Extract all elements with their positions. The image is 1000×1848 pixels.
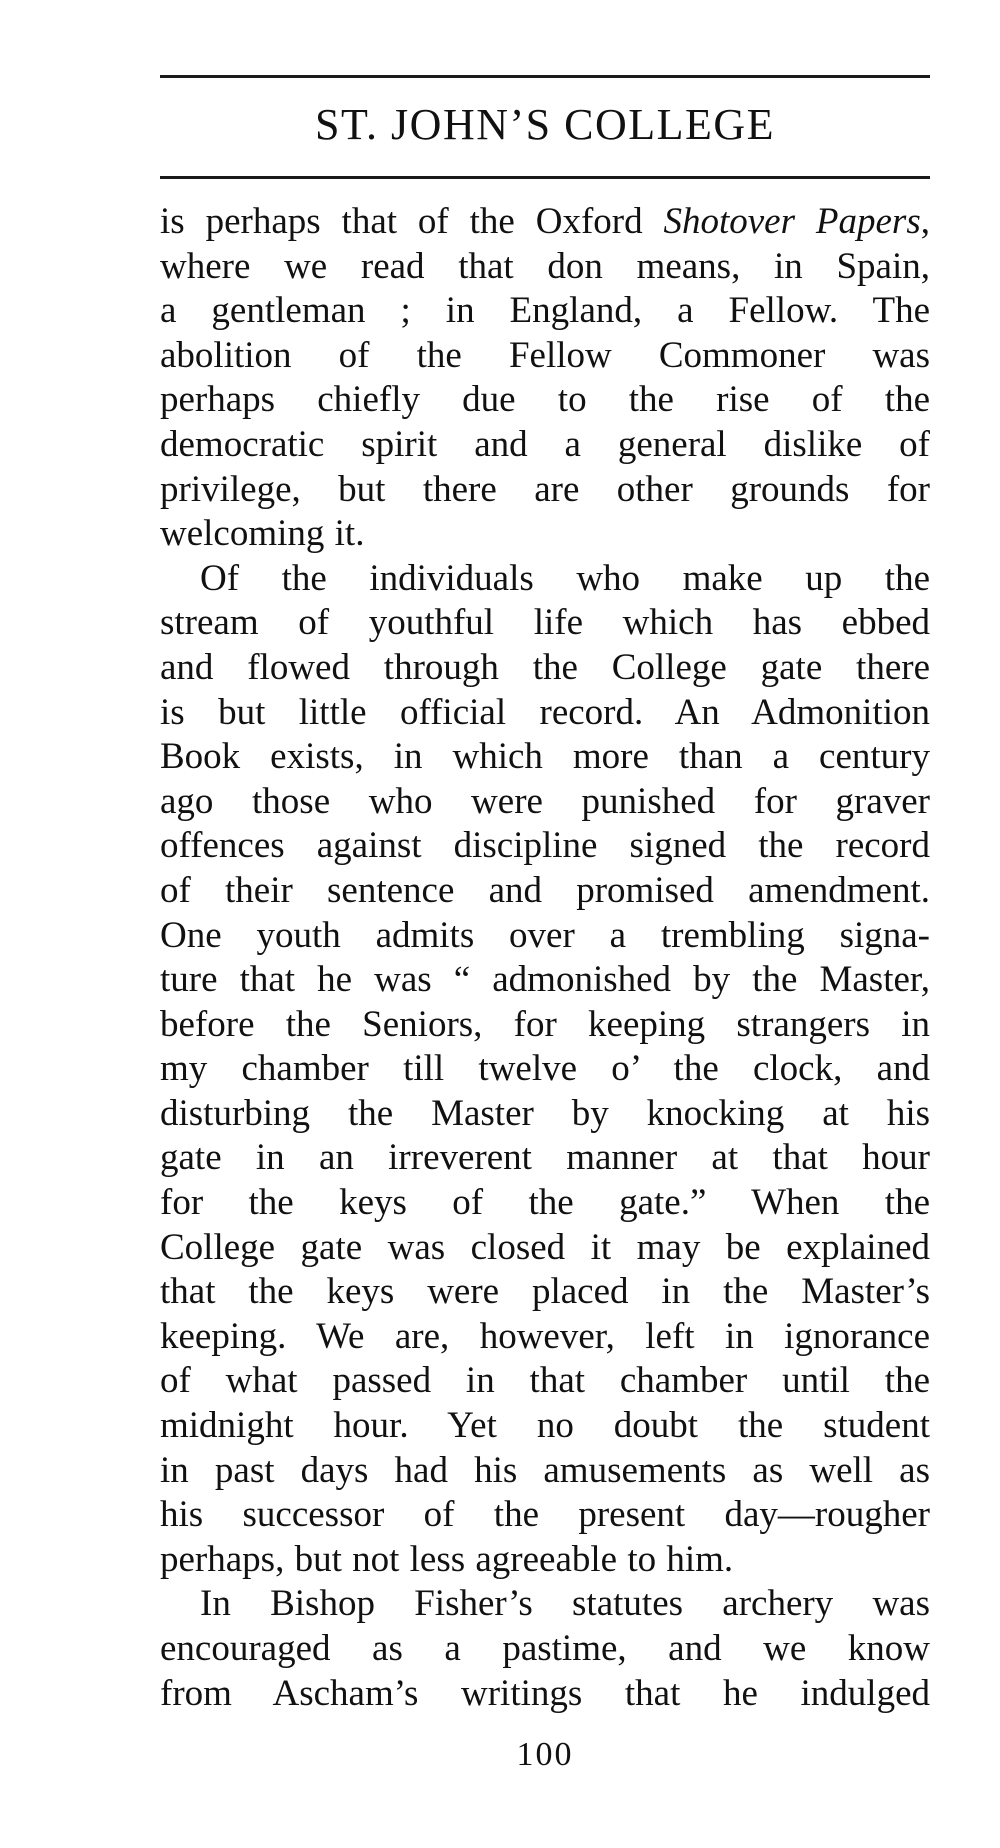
text-line: a gentleman ; in England, a Fellow. The: [160, 290, 930, 332]
running-head-title: ST. JOHN’S COLLEGE: [314, 100, 776, 149]
page-number: 100: [516, 1736, 574, 1773]
text-line: privilege, but there are other grounds for: [160, 468, 930, 510]
text-line: abolition of the Fellow Commoner was: [160, 334, 930, 376]
italic-title: Shotover Papers: [663, 201, 921, 242]
text-line: before the Seniors, for keeping strangers in: [160, 1003, 930, 1045]
text-line: ture that he was “ admonished by the Master,: [160, 959, 930, 1001]
text-line: in past days had his amusements as well as: [160, 1449, 930, 1491]
text-line: perhaps, but not less agreeable to him.: [160, 1538, 734, 1580]
text-line: welcoming it.: [160, 513, 365, 555]
text-line: from Ascham’s writings that he indulged: [160, 1672, 930, 1714]
text-line: where we read that don means, in Spain,: [160, 245, 930, 287]
text-line: of what passed in that chamber until the: [160, 1360, 930, 1402]
text-line: is but little official record. An Admonition: [160, 691, 930, 733]
text-line: Of the individuals who make up the: [200, 557, 930, 599]
book-page: [160, 0, 930, 1848]
text-run: ,: [920, 201, 930, 242]
text-line: for the keys of the gate.” When the: [160, 1182, 930, 1224]
text-line: ago those who were punished for graver: [160, 780, 930, 822]
text-line: democratic spirit and a general dislike of: [160, 423, 930, 465]
text-line: College gate was closed it may be explained: [160, 1226, 930, 1268]
text-run: is perhaps that of the Oxford: [160, 201, 664, 242]
text-line: offences against discipline signed the record: [160, 825, 930, 867]
text-line: and flowed through the College gate there: [160, 646, 930, 688]
text-line: perhaps chiefly due to the rise of the: [160, 379, 930, 421]
header-rule-bottom: [160, 176, 930, 179]
text-line: of their sentence and promised amendment.: [160, 869, 930, 911]
body-text: [160, 200, 930, 1716]
text-line: stream of youthful life which has ebbed: [160, 602, 930, 644]
text-line: [160, 200, 930, 245]
text-line: his successor of the present day—rougher: [160, 1494, 930, 1536]
text-line: keeping. We are, however, left in ignorance: [160, 1315, 930, 1357]
text-line: Book exists, in which more than a century: [160, 736, 930, 778]
text-line: midnight hour. Yet no doubt the student: [160, 1405, 930, 1447]
header-rule-top: [160, 75, 930, 78]
text-line: disturbing the Master by knocking at his: [160, 1092, 930, 1134]
text-line: my chamber till twelve o’ the clock, and: [160, 1048, 930, 1090]
text-line: In Bishop Fisher’s statutes archery was: [200, 1583, 930, 1625]
text-line: gate in an irreverent manner at that hour: [160, 1137, 930, 1179]
text-line: encouraged as a pastime, and we know: [160, 1628, 930, 1669]
text-line: One youth admits over a trembling signa-: [160, 914, 930, 956]
text-line: that the keys were placed in the Master’s: [160, 1271, 930, 1313]
